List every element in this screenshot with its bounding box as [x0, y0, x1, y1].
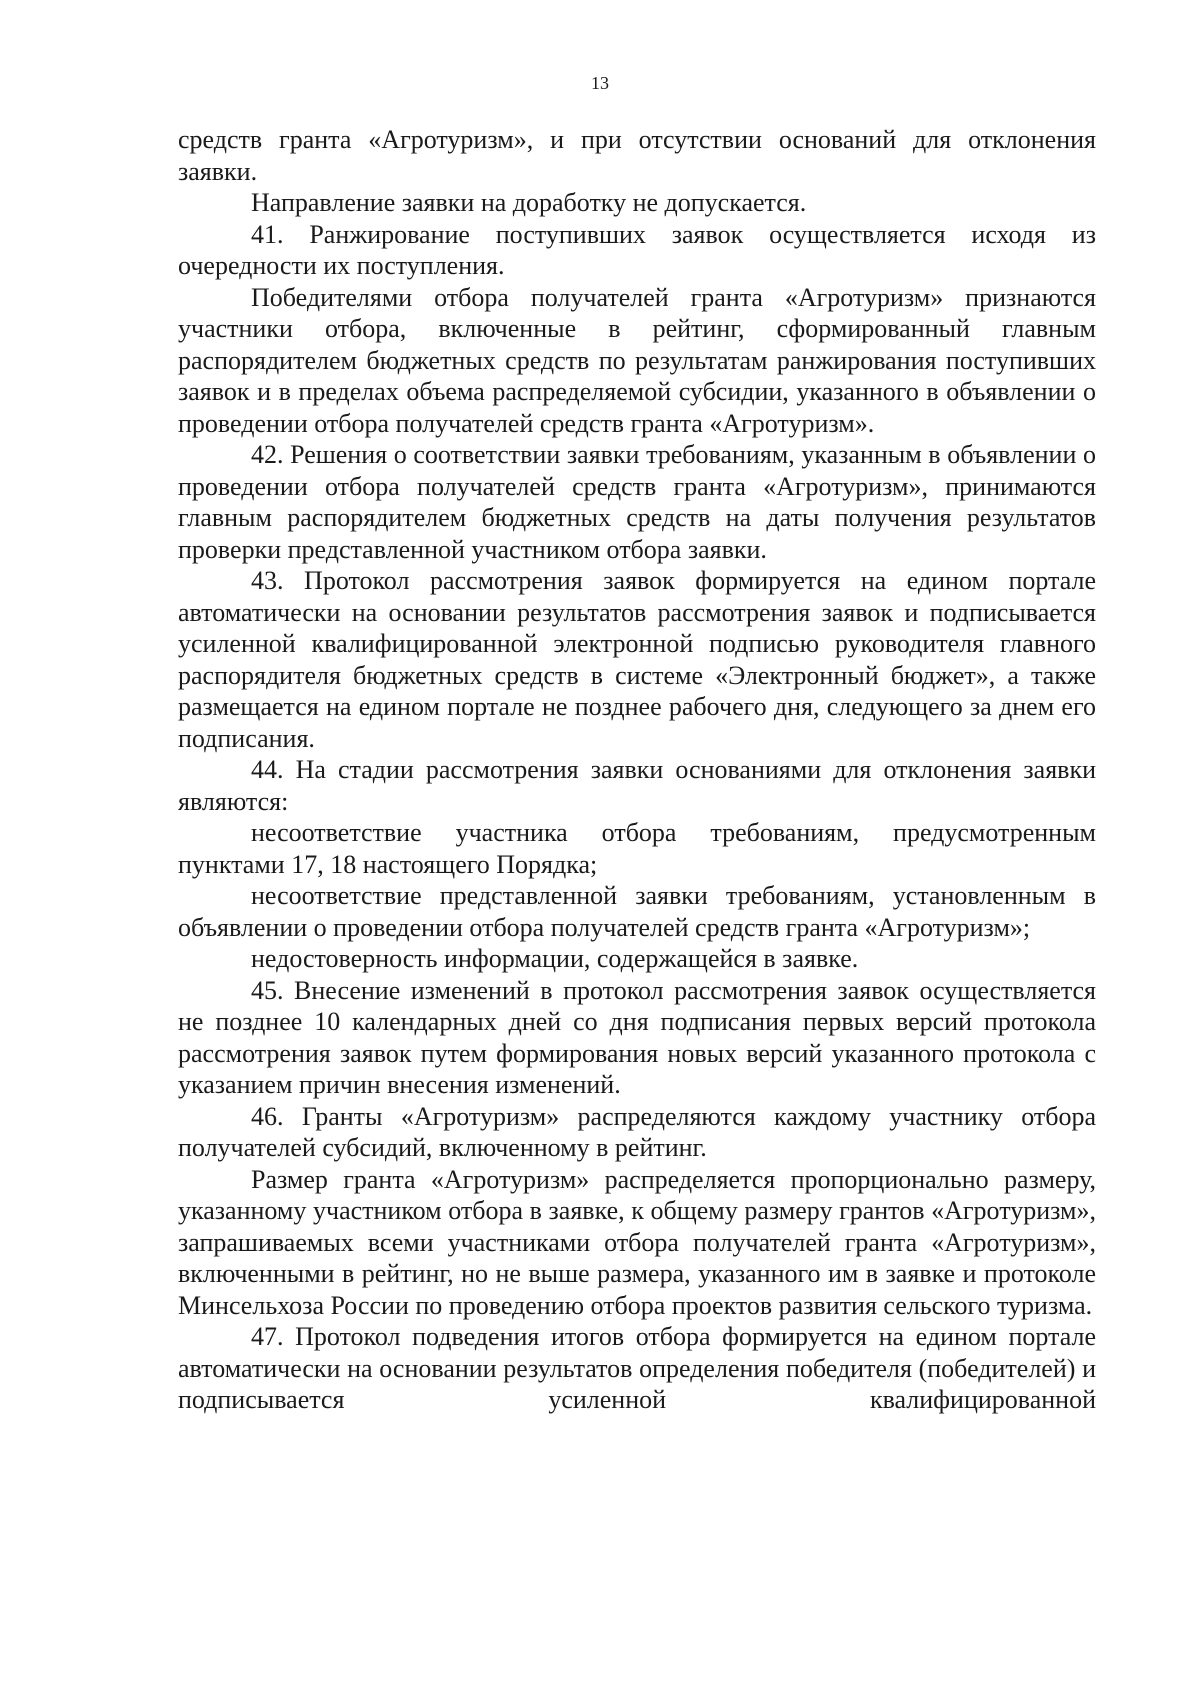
document-body — [178, 124, 1096, 1416]
paragraph-46: 46. Гранты «Агротуризм» распределяются каждому участнику отбора получателей субсидий, включенному в рейтинг. — [178, 1101, 1096, 1162]
paragraph-grant-size: Размер гранта «Агротуризм» распределяется пропорционально размеру, указанному участником отбора в заявке, к общему размеру грантов «Агротуризм», запрашиваемых всеми участниками отбора получателей гранта «Агротуризм», включенными в рейтинг, но не выше размера, указанного им в заявке и протоколе Минсельхоза России по проведению отбора проектов развития сельского туризма. — [178, 1164, 1096, 1320]
list-item-application-mismatch: несоответствие представленной заявки требованиям, установленным в объявлении о проведении отбора получателей средств гранта «Агротуризм»; — [178, 881, 1096, 942]
paragraph-45: 45. Внесение изменений в протокол рассмотрения заявок осуществляется не позднее 10 календарных дней со дня подписания первых версий протокола рассмотрения заявок путем формирования новых версий указанного протокола с указанием причин внесения изменений. — [178, 975, 1096, 1099]
paragraph-43: 43. Протокол рассмотрения заявок формируется на едином портале автоматически на основании результатов рассмотрения заявок и подписывается усиленной квалифицированной электронной подписью руководителя главного распорядителя бюджетных средств в системе «Электронный бюджет», а также размещается на едином портале не позднее рабочего дня, следующего за днем его подписания. — [178, 566, 1096, 753]
paragraph-continuation: средств гранта «Агротуризм», и при отсутствии оснований для отклонения заявки. — [178, 125, 1096, 186]
paragraph-winners: Победителями отбора получателей гранта «Агротуризм» признаются участники отбора, включенные в рейтинг, сформированный главным распорядителем бюджетных средств по результатам ранжирования поступивших заявок и в пределах объема распределяемой субсидии, указанного в объявлении о проведении отбора получателей средств гранта «Агротуризм». — [178, 282, 1096, 438]
paragraph-42: 42. Решения о соответствии заявки требованиям, указанным в объявлении о проведении отбора получателей средств гранта «Агротуризм», принимаются главным распорядителем бюджетных средств на даты получения результатов проверки представленной участником отбора заявки. — [178, 440, 1096, 564]
list-item-participant-mismatch: несоответствие участника отбора требованиям, предусмотренным пунктами 17, 18 настоящего Порядка; — [178, 818, 1096, 879]
paragraph-41: 41. Ранжирование поступивших заявок осуществляется исходя из очередности их поступления. — [178, 219, 1096, 280]
paragraph-no-revision: Направление заявки на доработку не допускается. — [251, 188, 807, 217]
paragraph-47: 47. Протокол подведения итогов отбора формируется на едином портале автоматически на основании результатов определения победителя (победителей) и подписывается усиленной квалифицированной — [178, 1322, 1096, 1414]
list-item-unreliable-info: недостоверность информации, содержащейся в заявке. — [251, 944, 859, 973]
page-number: 13 — [591, 73, 609, 93]
paragraph-44: 44. На стадии рассмотрения заявки основаниями для отклонения заявки являются: — [178, 755, 1096, 816]
